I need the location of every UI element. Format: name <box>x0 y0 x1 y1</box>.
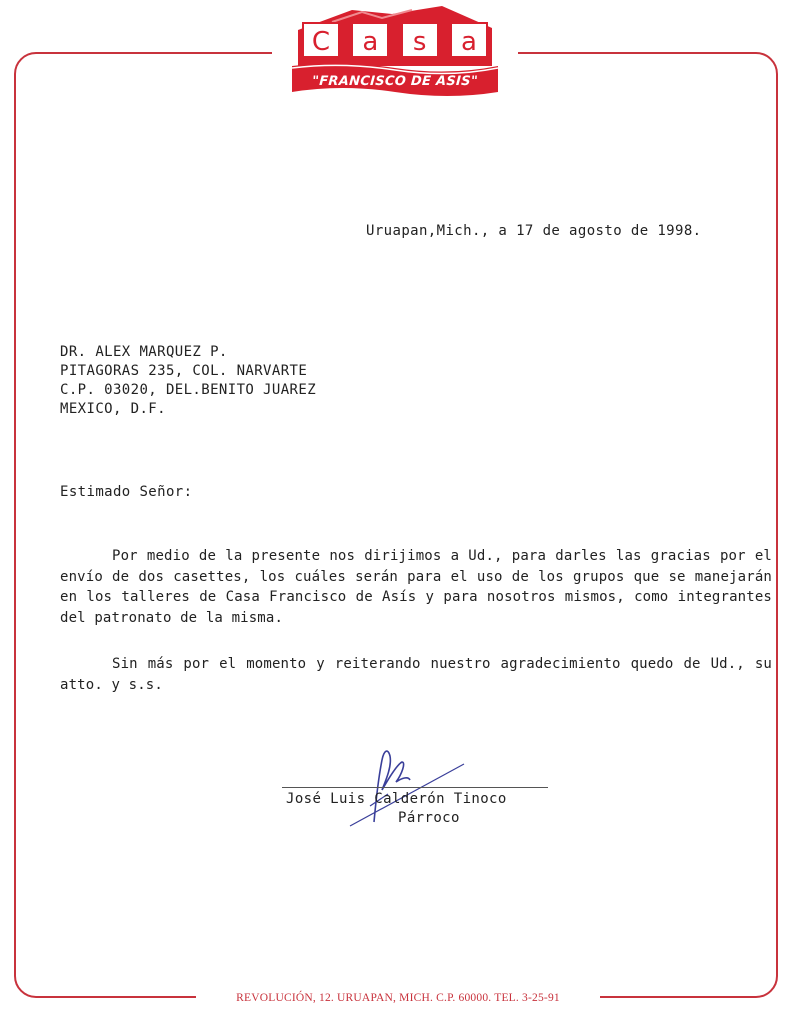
signer-name: José Luis Calderón Tinoco <box>286 791 507 807</box>
signer-title: Párroco <box>398 810 460 826</box>
footer-address: REVOLUCIÓN, 12. URUAPAN, MICH. C.P. 60000. TEL. 3-25-91 <box>236 992 560 1004</box>
body-paragraph-2: Sin más por el momento y reiterando nuestro agradecimiento quedo de Ud., su atto. y s.s. <box>60 656 772 693</box>
page-border <box>14 52 778 998</box>
recipient-line: C.P. 03020, DEL.BENITO JUAREZ <box>60 382 317 398</box>
letter-date: Uruapan,Mich., a 17 de agosto de 1998. <box>366 223 702 239</box>
logo-letter: a <box>450 22 488 58</box>
recipient-line: PITAGORAS 235, COL. NARVARTE <box>60 363 308 379</box>
signature-line <box>282 787 548 788</box>
logo-letter: s <box>401 22 439 58</box>
body-paragraph-1: Por medio de la presente nos dirijimos a Ud., para darles las gracias por el envío de dos casettes, los cuáles serán para el uso de los grupos que se manejarán en los talleres de Casa Francisco de Asís y para nosotros mismos, como integrantes del patronato de la misma. <box>60 548 772 626</box>
recipient-line: DR. ALEX MARQUEZ P. <box>60 344 228 360</box>
logo-subtitle: "FRANCISCO DE ASIS" <box>311 74 479 89</box>
logo-letter: a <box>351 22 389 58</box>
logo-wordmark <box>302 22 488 58</box>
salutation: Estimado Señor: <box>60 484 193 500</box>
casa-francisco-de-asis-logo <box>292 4 498 96</box>
logo-letter: C <box>302 22 340 58</box>
recipient-line: MEXICO, D.F. <box>60 401 166 417</box>
